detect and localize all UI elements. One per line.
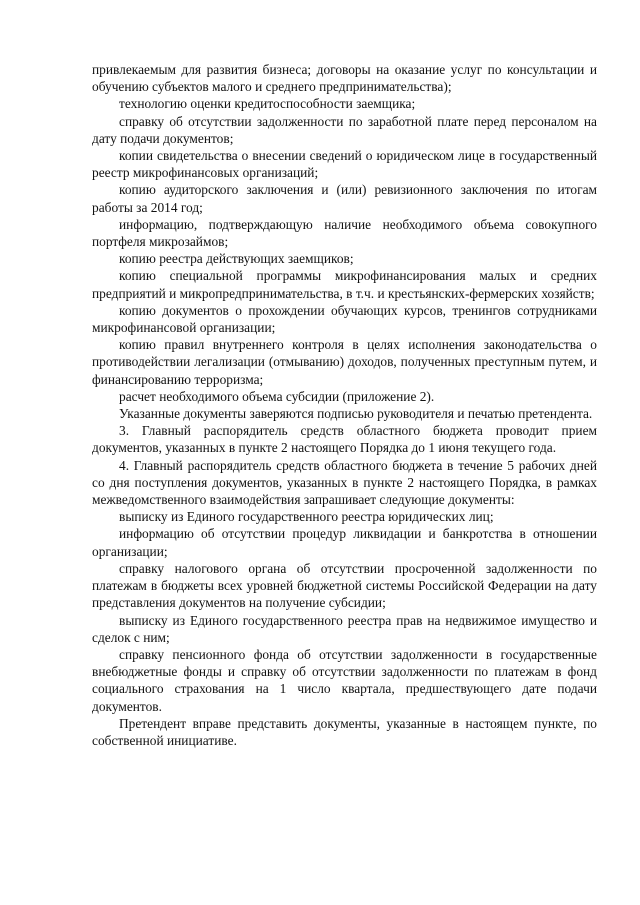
paragraph-17: справку налогового органа об отсутствии просроченной задолженности по платежам в бюджеты всех уровней бюджетной системы Российской Федерации на дату представления документов на получение субсидии;	[92, 560, 597, 611]
paragraph-10: копию правил внутреннего контроля в целях исполнения законодательства о противодействии легализации (отмыванию) доходов, полученных преступным путем, и финансированию терроризма;	[92, 337, 597, 387]
paragraph-16: информацию об отсутствии процедур ликвидации и банкротства в отношении организации;	[92, 526, 597, 559]
paragraph-9: копию документов о прохождении обучающих курсов, тренингов сотрудниками микрофинансовой организации;	[92, 302, 597, 336]
paragraph-15: выписку из Единого государственного реестра юридических лиц;	[119, 509, 494, 525]
paragraph-11: расчет необходимого объема субсидии (приложение 2).	[119, 388, 435, 404]
paragraph-4: копии свидетельства о внесении сведений о юридическом лице в государственный реестр микрофинансовых организаций;	[92, 148, 597, 181]
paragraph-6: информацию, подтверждающую наличие необходимого объема совокупного портфеля микрозаймов;	[92, 216, 597, 250]
paragraph-1: привлекаемым для развития бизнеса; договоры на оказание услуг по консультации и обучению субъектов малого и среднего предпринимательства);	[92, 62, 597, 95]
paragraph-5: копию аудиторского заключения и (или) ревизионного заключения по итогам работы за 2014 год;	[92, 182, 597, 215]
paragraph-19: справку пенсионного фонда об отсутствии задолженности в государственные внебюджетные фонды и справку об отсутствии задолженности по платежам в фонд социального страхования на 1 число квартала, предшествующего дате подачи документов.	[92, 646, 597, 714]
paragraph-20: Претендент вправе представить документы, указанные в настоящем пункте, по собственной инициативе.	[92, 715, 597, 748]
paragraph-2: технологию оценки кредитоспособности заемщика;	[119, 96, 416, 112]
paragraph-12: Указанные документы заверяются подписью руководителя и печатью претендента.	[119, 406, 593, 422]
paragraph-8: копию специальной программы микрофинансирования малых и средних предприятий и микропредпринимательства, в т.ч. и крестьянских-фермерских хозяйств;	[92, 268, 597, 301]
paragraph-13: 3. Главный распорядитель средств областного бюджета проводит прием документов, указанных в пункте 2 настоящего Порядка до 1 июня текущего года.	[92, 423, 597, 456]
paragraph-3: справку об отсутствии задолженности по заработной плате перед персоналом на дату подачи документов;	[92, 113, 597, 146]
document-page	[92, 61, 597, 749]
paragraph-7: копию реестра действующих заемщиков;	[119, 251, 354, 267]
paragraph-18: выписку из Единого государственного реестра прав на недвижимое имущество и сделок с ним;	[92, 612, 597, 645]
paragraph-14: 4. Главный распорядитель средств областного бюджета в течение 5 рабочих дней со дня поступления документов, указанных в пункте 2 настоящего Порядка, в рамках межведомственного взаимодействия запрашивает следующие документы:	[92, 457, 597, 508]
